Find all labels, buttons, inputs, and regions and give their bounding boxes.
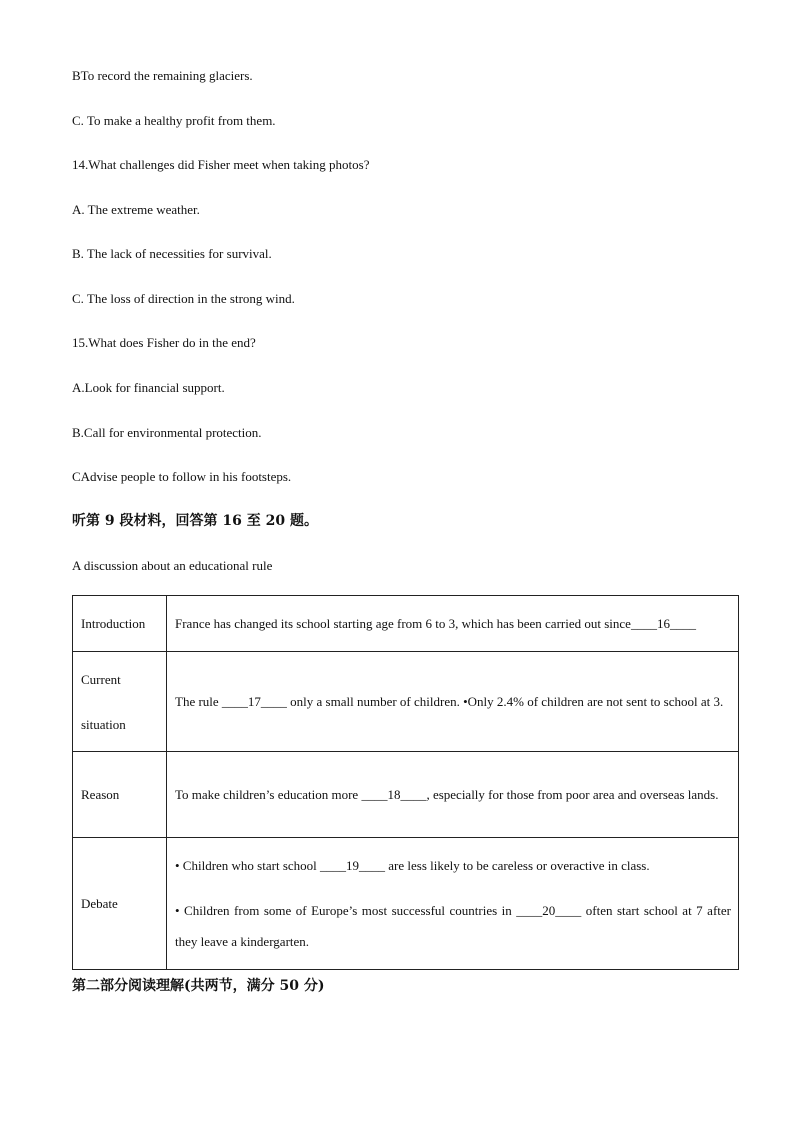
option-15-b: B.Call for environmental protection. [72, 425, 262, 440]
row-label-current-situation [73, 652, 167, 752]
row-content-reason: To make children’s education more ____18____, especially for those from poor area and overseas lands. [167, 752, 739, 838]
label-line-current: Current [81, 671, 121, 687]
option-14-b: B. The lack of necessities for survival. [72, 246, 272, 261]
question-14: 14.What challenges did Fisher meet when taking photos? [72, 157, 370, 172]
option-14-a: A. The extreme weather. [72, 202, 200, 217]
part-2-heading: 第二部分阅读理解(共两节，满分 50 分) [72, 978, 325, 994]
table-row [73, 752, 739, 838]
table-row [73, 596, 739, 652]
section-9-heading: 听第 9 段材料，回答第 16 至 20 题。 [72, 513, 318, 529]
row-label-reason: Reason [73, 752, 167, 838]
option-13-b: BTo record the remaining glaciers. [72, 68, 253, 83]
row-content-debate [167, 838, 739, 970]
label-line-situation: situation [81, 716, 126, 732]
debate-point-2: • Children from some of Europe’s most successful countries in ____20____ often start school at 7 after they leave a kindergarten. [175, 903, 731, 949]
question-15: 15.What does Fisher do in the end? [72, 335, 256, 350]
row-label-introduction: Introduction [73, 596, 167, 652]
row-label-debate: Debate [73, 838, 167, 970]
option-15-c: CAdvise people to follow in his footsteps. [72, 469, 292, 484]
table-caption: A discussion about an educational rule [72, 558, 273, 573]
row-content-introduction: France has changed its school starting age from 6 to 3, which has been carried out since____16____ [167, 596, 739, 652]
discussion-table [72, 595, 739, 970]
option-13-c: C. To make a healthy profit from them. [72, 113, 276, 128]
option-14-c: C. The loss of direction in the strong wind. [72, 291, 295, 306]
option-15-a: A.Look for financial support. [72, 380, 225, 395]
row-content-current-situation: The rule ____17____ only a small number of children. •Only 2.4% of children are not sent to school at 3. [167, 652, 739, 752]
table-row [73, 652, 739, 752]
table-row [73, 838, 739, 970]
debate-point-1: • Children who start school ____19____ are less likely to be careless or overactive in class. [175, 858, 650, 873]
